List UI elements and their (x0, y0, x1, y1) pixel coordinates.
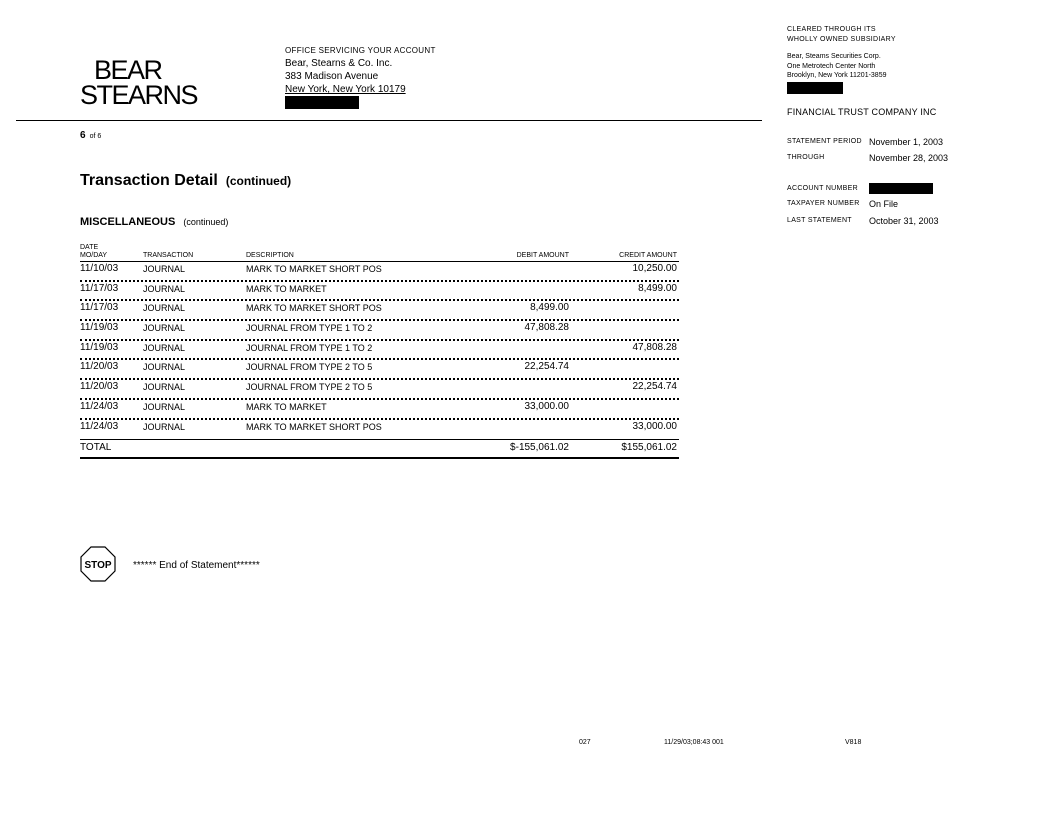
logo-line1: BEAR (94, 55, 162, 85)
redaction-bar (869, 183, 933, 194)
row-transaction: JOURNAL (143, 382, 186, 393)
table-row (80, 360, 679, 380)
last-statement-label: LAST STATEMENT (787, 217, 852, 224)
header-credit: CREDIT AMOUNT (619, 252, 677, 259)
title-main: Transaction Detail (80, 172, 218, 189)
row-description: MARK TO MARKET (246, 401, 327, 412)
row-transaction: JOURNAL (143, 421, 186, 432)
row-description: JOURNAL FROM TYPE 1 TO 2 (246, 323, 373, 334)
row-transaction: JOURNAL (143, 303, 186, 314)
page-number (80, 130, 101, 141)
row-debit: 8,499.00 (530, 302, 569, 314)
row-description: JOURNAL FROM TYPE 2 TO 5 (246, 362, 373, 373)
row-transaction: JOURNAL (143, 323, 186, 334)
row-credit: 10,250.00 (632, 263, 677, 274)
table-row (80, 400, 679, 420)
footer-timestamp: 11/29/03;08:43 001 (664, 739, 724, 746)
footer-code: 027 (579, 739, 591, 746)
through-value: November 28, 2003 (869, 153, 949, 163)
clearing-city: Brooklyn, New York 11201-3859 (787, 72, 887, 79)
office-street: 383 Madison Avenue (285, 71, 379, 82)
total-credit: $155,061.02 (621, 442, 677, 454)
row-credit: 22,254.74 (632, 381, 677, 393)
page-of: of 6 (89, 133, 102, 140)
row-transaction: JOURNAL (143, 401, 186, 412)
row-credit: 33,000.00 (632, 420, 677, 432)
row-credit: 8,499.00 (638, 282, 677, 294)
row-debit: 22,254.74 (524, 361, 569, 373)
cleared-line2: WHOLLY OWNED SUBSIDIARY (787, 36, 896, 43)
subsection-title (80, 216, 228, 228)
bear-stearns-logo (80, 55, 198, 110)
end-of-statement: ****** End of Statement****** (133, 560, 260, 571)
row-date: 11/10/03 (80, 263, 119, 274)
clearing-corp: Bear, Steams Securities Corp. (787, 53, 881, 60)
row-description: JOURNAL FROM TYPE 1 TO 2 (246, 342, 373, 353)
title-continued: (continued) (225, 174, 292, 188)
row-description: MARK TO MARKET (246, 283, 327, 294)
row-date: 11/24/03 (80, 400, 119, 412)
account-number-label: ACCOUNT NUMBER (787, 185, 858, 192)
table-row (80, 321, 679, 341)
row-transaction: JOURNAL (143, 342, 186, 353)
section-title (80, 172, 291, 190)
through-label: THROUGH (787, 154, 825, 161)
clearing-block (787, 25, 1037, 117)
office-city: New York, New York 10179 (285, 84, 406, 95)
header-debit: DEBIT AMOUNT (516, 252, 569, 259)
row-credit: 47,808.28 (632, 341, 677, 353)
table-header (80, 243, 679, 261)
cleared-line1: CLEARED THROUGH ITS (787, 26, 876, 33)
row-transaction: JOURNAL (143, 283, 186, 294)
footer-version: V818 (845, 739, 862, 746)
total-debit: $-155,061.02 (510, 442, 569, 454)
row-date: 11/20/03 (80, 381, 119, 393)
header-description: DESCRIPTION (246, 252, 294, 259)
table-row (80, 420, 679, 440)
office-name: Bear, Stearns & Co. Inc. (285, 58, 393, 69)
header-rule (16, 120, 762, 121)
subsection-main: MISCELLANEOUS (80, 216, 176, 228)
office-address-block (285, 44, 436, 113)
row-transaction: JOURNAL (143, 362, 186, 373)
stop-sign-label: STOP (84, 560, 112, 571)
row-date: 11/17/03 (80, 282, 119, 294)
row-date: 11/17/03 (80, 302, 119, 314)
row-debit: 33,000.00 (524, 400, 569, 412)
taxpayer-value: On File (869, 199, 899, 209)
transaction-table (80, 243, 679, 459)
row-date: 11/20/03 (80, 361, 119, 373)
stop-sign-icon (80, 546, 116, 582)
header-date (80, 244, 107, 260)
last-statement-value: October 31, 2003 (869, 216, 939, 226)
office-label: OFFICE SERVICING YOUR ACCOUNT (285, 46, 436, 55)
table-row (80, 282, 679, 302)
page-current: 6 (80, 130, 86, 141)
row-date: 11/19/03 (80, 322, 119, 334)
row-date: 11/19/03 (80, 341, 119, 353)
table-row (80, 380, 679, 400)
row-transaction: JOURNAL (143, 264, 186, 274)
total-label: TOTAL (80, 442, 112, 454)
account-name: FINANCIAL TRUST COMPANY INC (787, 106, 937, 117)
row-description: MARK TO MARKET SHORT POS (246, 303, 382, 314)
total-row (80, 439, 679, 459)
table-row (80, 301, 679, 321)
redaction-bar (285, 96, 359, 109)
clearing-street: One Metrotech Center North (787, 62, 876, 70)
row-description: JOURNAL FROM TYPE 2 TO 5 (246, 382, 373, 393)
taxpayer-label: TAXPAYER NUMBER (787, 200, 860, 207)
statement-period-value: November 1, 2003 (869, 137, 944, 147)
row-description: MARK TO MARKET SHORT POS (246, 264, 382, 274)
redaction-bar (787, 82, 843, 94)
header-transaction: TRANSACTION (143, 252, 194, 259)
row-debit: 47,808.28 (524, 322, 569, 334)
subsection-continued: (continued) (183, 217, 229, 227)
header-date-line1: DATE (80, 244, 99, 251)
header-date-line2: MO/DAY (80, 252, 108, 259)
table-row (80, 341, 679, 361)
row-description: MARK TO MARKET SHORT POS (246, 421, 382, 432)
statement-period-label: STATEMENT PERIOD (787, 138, 862, 145)
row-date: 11/24/03 (80, 420, 119, 432)
logo-line2: STEARNS (80, 80, 198, 110)
table-row (80, 262, 679, 282)
